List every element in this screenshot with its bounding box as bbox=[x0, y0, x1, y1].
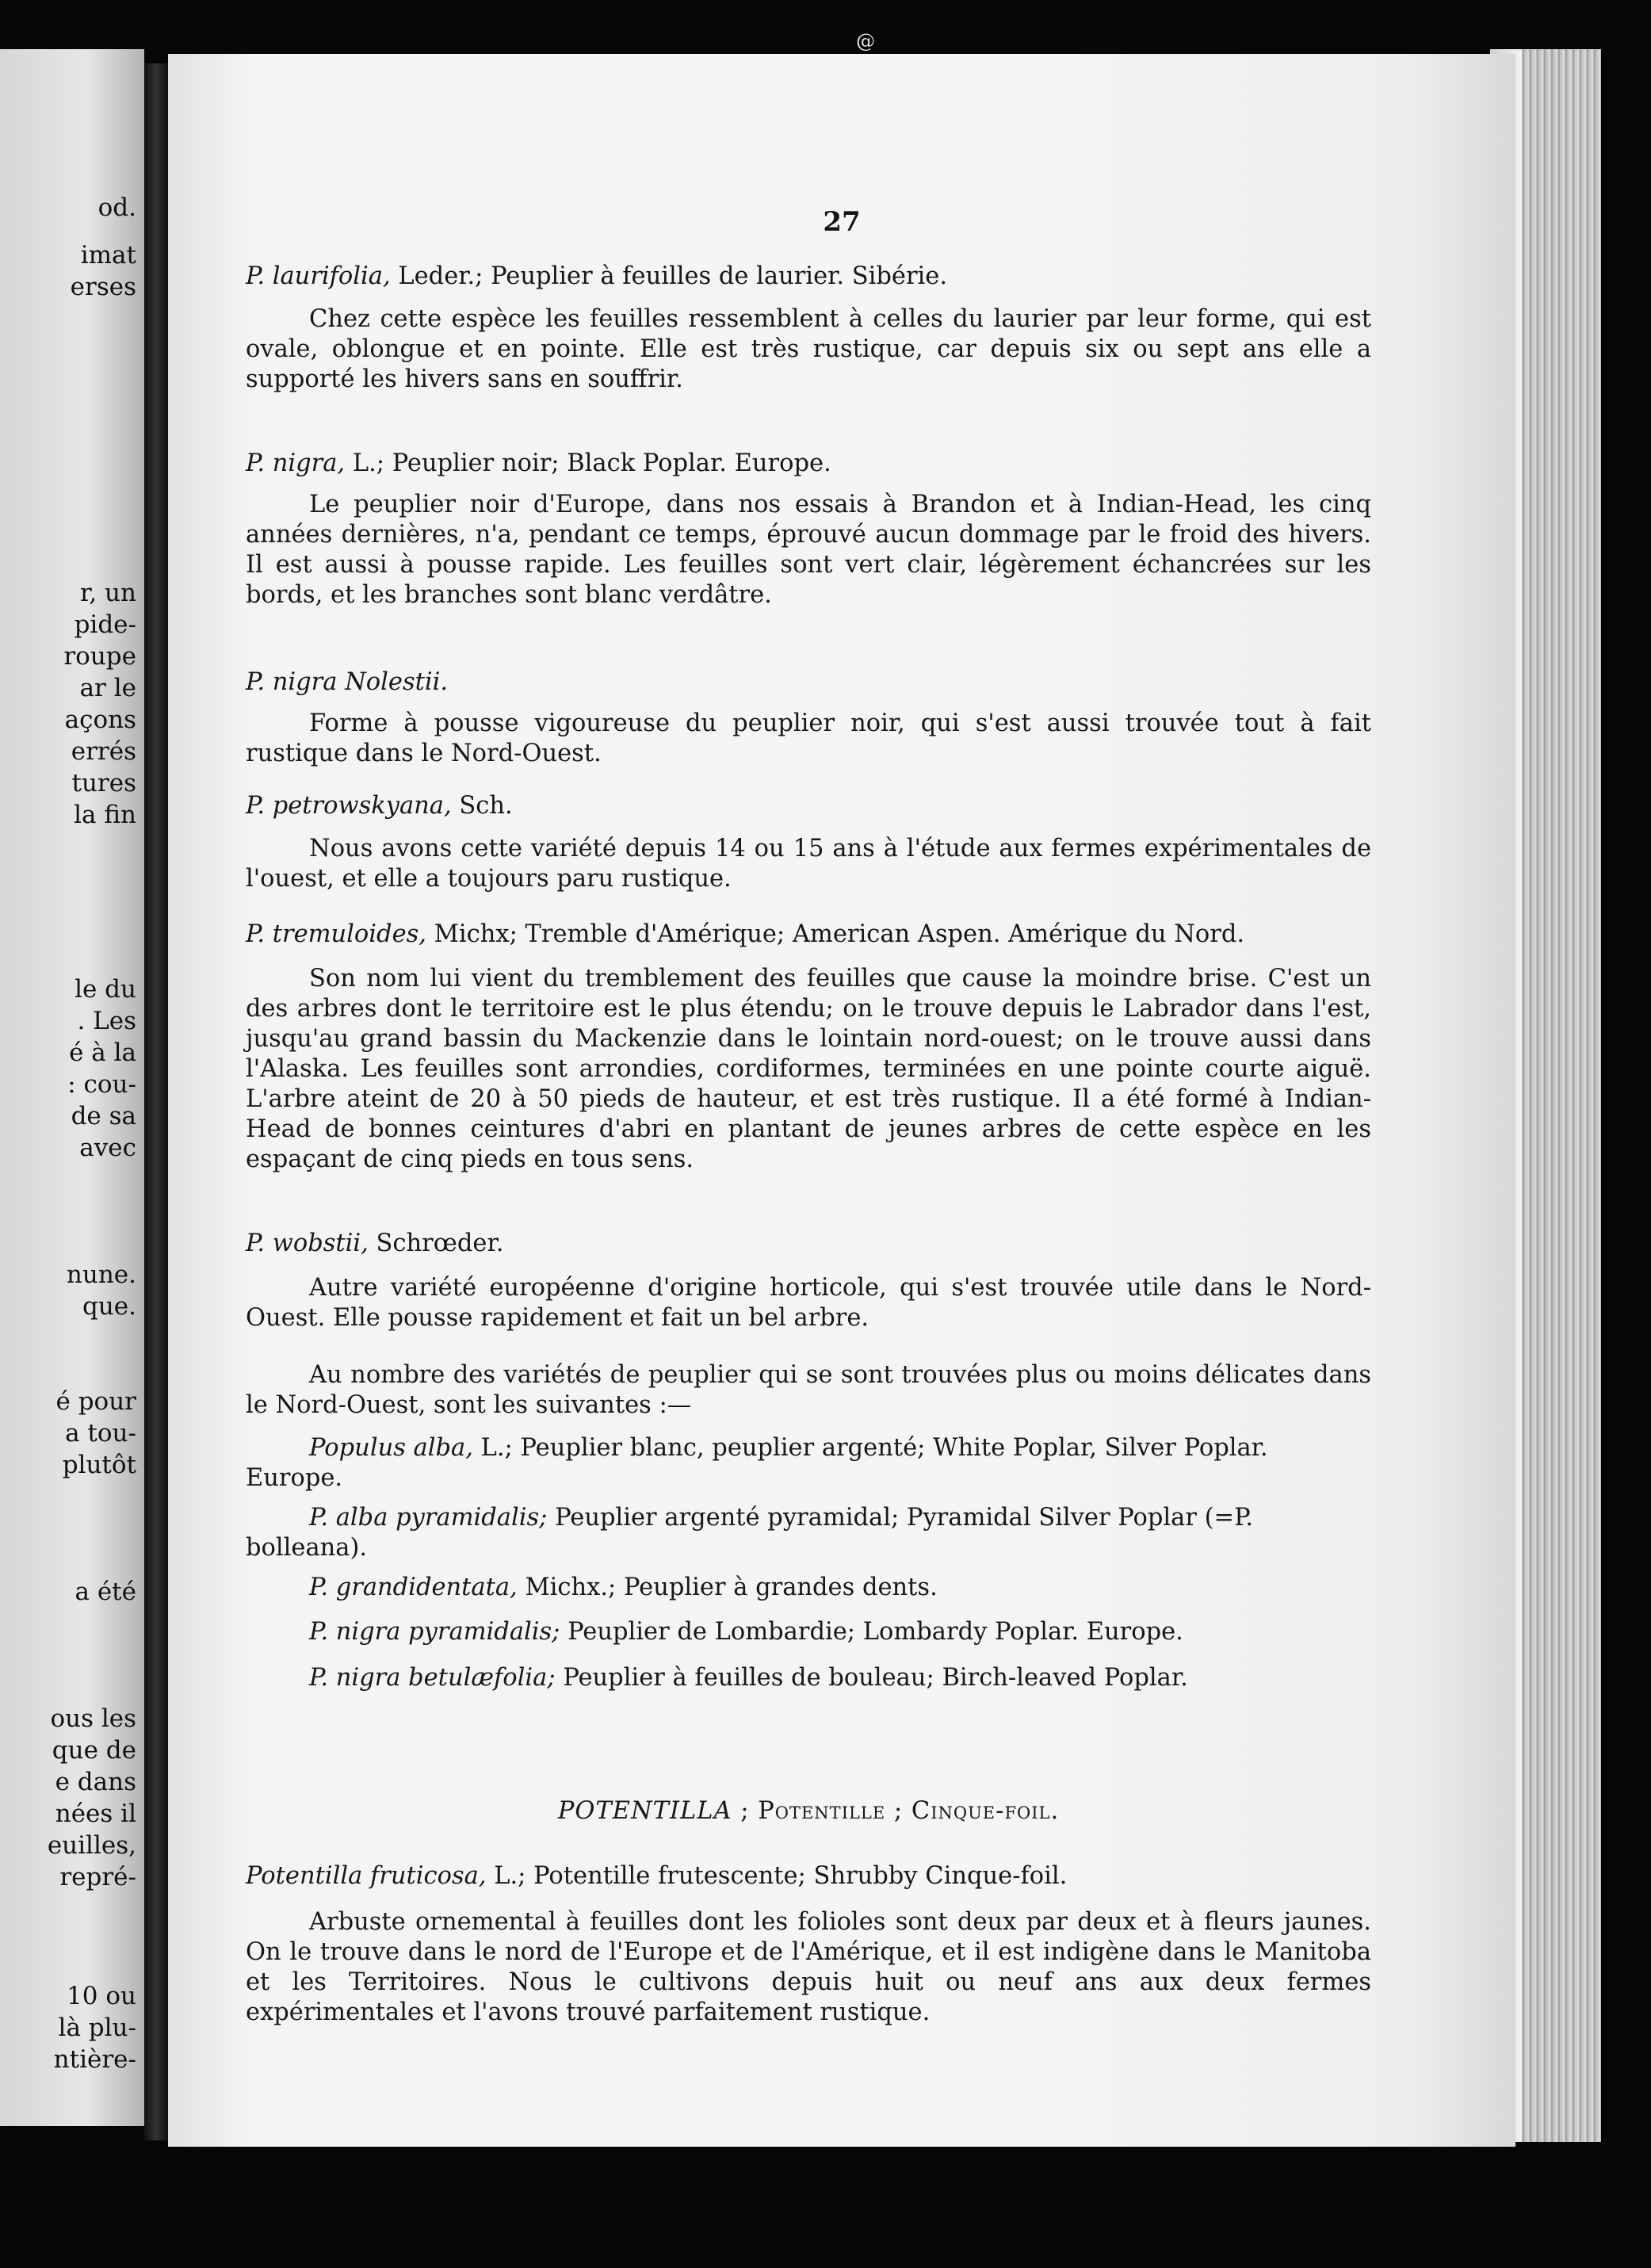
species-entry bbox=[246, 791, 1371, 821]
species-name: P. tremuloides, bbox=[246, 920, 426, 948]
species-name: P. grandidentata, bbox=[309, 1574, 518, 1601]
species-heading bbox=[246, 1861, 1371, 1891]
species-description: Forme à pousse vigoureuse du peuplier noir, qui s'est aussi trouvée tout à fait rustique dans le Nord-Ouest. bbox=[246, 709, 1371, 767]
left-page-fragment: erses bbox=[70, 273, 136, 301]
left-page-fragment: imat bbox=[80, 241, 136, 270]
species-heading bbox=[246, 791, 1371, 821]
section-genus: POTENTILLA bbox=[557, 1797, 732, 1825]
species-entry bbox=[246, 1229, 1371, 1259]
species-name: P. laurifolia, bbox=[246, 262, 391, 290]
left-page-fragment: é pour bbox=[55, 1387, 136, 1416]
species-entry bbox=[246, 834, 1371, 894]
left-page-fragment: euilles, bbox=[47, 1831, 136, 1860]
page-number: 27 bbox=[823, 206, 861, 238]
species-entry bbox=[246, 449, 1371, 479]
left-page-fragment: pide- bbox=[74, 610, 136, 639]
species-description: Autre variété européenne d'origine horticole, qui s'est trouvée utile dans le Nord-Ouest. Elle pousse rapidement et fait un bel arbre. bbox=[246, 1274, 1371, 1332]
species-description: Son nom lui vient du tremblement des feuilles que cause la moindre brise. C'est un des arbres dont le territoire est le plus étendu; on le trouve depuis le Labrador dans l'est, jusqu'au grand bassin du Mackenzie dans le lointain nord-ouest; on le trouve aussi dans l'Alaska. Les feuilles sont arrondies, cordiformes, terminées en une pointe courte aiguë. L'arbre ateint de 20 à 50 pieds de hauteur, et est très rustique. Il a été formé à Indian-Head de bonnes ceintures d'abri en plantant de jeunes arbres de cette espèce en les espaçant de cinq pieds en tous sens. bbox=[246, 965, 1371, 1173]
species-name: P. nigra, bbox=[246, 449, 346, 477]
species-details: L.; Peuplier blanc, peuplier argenté; White Poplar, Silver Poplar. Europe. bbox=[246, 1434, 1268, 1492]
species-name: Populus alba, bbox=[309, 1434, 473, 1462]
left-page-fragment: de sa bbox=[71, 1102, 136, 1130]
species-name: P. petrowskyana, bbox=[246, 792, 452, 820]
left-page-fragment: roupe bbox=[63, 642, 136, 671]
species-name: P. alba pyramidalis; bbox=[309, 1504, 548, 1532]
delicate-list-item bbox=[246, 1573, 1371, 1603]
left-page-fragment: : cou- bbox=[67, 1070, 136, 1099]
book-gutter bbox=[144, 63, 168, 2140]
delicate-list-item bbox=[246, 1503, 1371, 1563]
left-page-fragment: a été bbox=[75, 1578, 136, 1606]
species-entry bbox=[246, 1273, 1371, 1333]
section-title bbox=[246, 1796, 1371, 1826]
left-page-fragment: r, un bbox=[79, 579, 136, 607]
species-details: Leder.; Peuplier à feuilles de laurier. Sibérie. bbox=[390, 262, 948, 290]
left-page-fragment: açons bbox=[64, 706, 136, 734]
delicate-list-item bbox=[246, 1663, 1371, 1693]
delicate-intro: Au nombre des variétés de peuplier qui se sont trouvées plus ou moins délicates dans le Nord-Ouest, sont les suivantes :— bbox=[246, 1361, 1371, 1419]
left-page-fragment: ntière- bbox=[53, 2045, 136, 2074]
species-details: Sch. bbox=[451, 792, 513, 820]
delicate-list bbox=[246, 1503, 1371, 1563]
left-page-fragment: od. bbox=[97, 193, 136, 222]
section-english-name: Cinque-foil. bbox=[911, 1797, 1060, 1825]
left-page-fragment: tures bbox=[71, 769, 136, 797]
corner-mark: @ bbox=[856, 30, 875, 52]
species-entry bbox=[246, 262, 1371, 292]
left-page-fragment: repré- bbox=[59, 1863, 136, 1891]
species-heading bbox=[246, 1229, 1371, 1259]
species-description: Arbuste ornemental à feuilles dont les folioles sont deux par deux et à fleurs jaunes. On le trouve dans le nord de l'Europe et de l'Amérique, et il est indigène dans le Manitoba et les Territoires. Nous le cultivons depuis huit ou neuf ans aux deux fermes expérimentales et l'avons trouvé parfaitement rustique. bbox=[246, 1908, 1371, 2026]
species-details: Peuplier de Lombardie; Lombardy Poplar. Europe. bbox=[560, 1618, 1183, 1646]
species-name: P. nigra pyramidalis; bbox=[309, 1618, 560, 1646]
species-details: L.; Potentille frutescente; Shrubby Cinque-foil. bbox=[486, 1862, 1068, 1890]
delicate-list bbox=[246, 1617, 1371, 1647]
delicate-list bbox=[246, 1663, 1371, 1693]
section-heading-block bbox=[246, 1796, 1371, 1826]
species-entry bbox=[246, 304, 1371, 395]
left-page-fragment: la fin bbox=[74, 801, 136, 829]
species-entry bbox=[246, 490, 1371, 610]
left-page-fragment: 10 ou bbox=[67, 1982, 136, 2010]
species-description: Chez cette espèce les feuilles ressemblent à celles du laurier par leur forme, qui est ovale, oblongue et en pointe. Elle est très rustique, car depuis six ou sept ans elle a supporté les hivers sans en souffrir. bbox=[246, 305, 1371, 393]
left-page-fragment: errés bbox=[71, 737, 136, 766]
left-page-fragment: a tou- bbox=[65, 1419, 136, 1448]
species-heading bbox=[246, 449, 1371, 479]
species-details: Peuplier à feuilles de bouleau; Birch-leaved Poplar. bbox=[555, 1664, 1188, 1692]
species-entry bbox=[246, 1907, 1371, 2028]
left-page-fragment: e dans bbox=[55, 1768, 136, 1796]
section-separator: ; bbox=[885, 1797, 911, 1825]
left-page-fragment: que. bbox=[82, 1292, 136, 1321]
species-details: Michx; Tremble d'Amérique; American Aspen. Amérique du Nord. bbox=[426, 920, 1245, 948]
delicate-varieties bbox=[246, 1360, 1371, 1421]
left-page-fragment: là plu- bbox=[58, 2014, 136, 2042]
species-entry bbox=[246, 1861, 1371, 1891]
left-page-fragment: le du bbox=[75, 975, 136, 1004]
species-name: P. wobstii, bbox=[246, 1230, 369, 1257]
species-entry bbox=[246, 964, 1371, 1175]
left-page-fragment: ar le bbox=[79, 674, 136, 702]
species-details: Michx.; Peuplier à grandes dents. bbox=[517, 1574, 938, 1601]
left-page-fragment: ous les bbox=[50, 1704, 136, 1733]
species-name: P. nigra Nolestii. bbox=[246, 668, 449, 696]
species-details: Schrœder. bbox=[368, 1230, 504, 1257]
species-name: Potentilla fruticosa, bbox=[246, 1862, 487, 1890]
species-entry bbox=[246, 709, 1371, 769]
species-name: P. nigra betulæfolia; bbox=[309, 1664, 556, 1692]
left-page-fragment: que de bbox=[52, 1736, 136, 1765]
species-details: Peuplier argenté pyramidal; Pyramidal Silver Poplar (=P. bolleana). bbox=[246, 1504, 1254, 1562]
delicate-list-item bbox=[246, 1433, 1371, 1494]
species-entry bbox=[246, 667, 1371, 698]
species-description: Nous avons cette variété depuis 14 ou 15 ans à l'étude aux fermes expérimentales de l'ouest, et elle a toujours paru rustique. bbox=[246, 835, 1371, 893]
left-page-fragment: é à la bbox=[69, 1038, 136, 1067]
left-page-fragment: . Les bbox=[77, 1007, 136, 1035]
species-heading bbox=[246, 262, 1371, 292]
left-page-fragment: avec bbox=[79, 1134, 136, 1162]
main-page bbox=[168, 54, 1515, 2147]
species-heading bbox=[246, 920, 1371, 950]
delicate-list bbox=[246, 1573, 1371, 1603]
species-description: Le peuplier noir d'Europe, dans nos essais à Brandon et à Indian-Head, les cinq années dernières, n'a, pendant ce temps, éprouvé aucun dommage par le froid des hivers. Il est aussi à pousse rapide. Les feuilles sont vert clair, légèrement échancrées sur les bords, et les branches sont blanc verdâtre. bbox=[246, 491, 1371, 609]
species-entry bbox=[246, 920, 1371, 950]
species-details: L.; Peuplier noir; Black Poplar. Europe. bbox=[345, 449, 831, 477]
section-french-name: Potentille bbox=[758, 1797, 886, 1825]
delicate-list-item bbox=[246, 1617, 1371, 1647]
left-page-fragment: nées il bbox=[55, 1799, 136, 1828]
species-heading bbox=[246, 667, 1371, 698]
left-page-fragment: plutôt bbox=[62, 1451, 136, 1479]
left-facing-page bbox=[0, 49, 144, 2126]
section-separator: ; bbox=[732, 1797, 759, 1825]
left-page-fragment: nune. bbox=[66, 1260, 136, 1289]
delicate-list bbox=[246, 1433, 1371, 1494]
